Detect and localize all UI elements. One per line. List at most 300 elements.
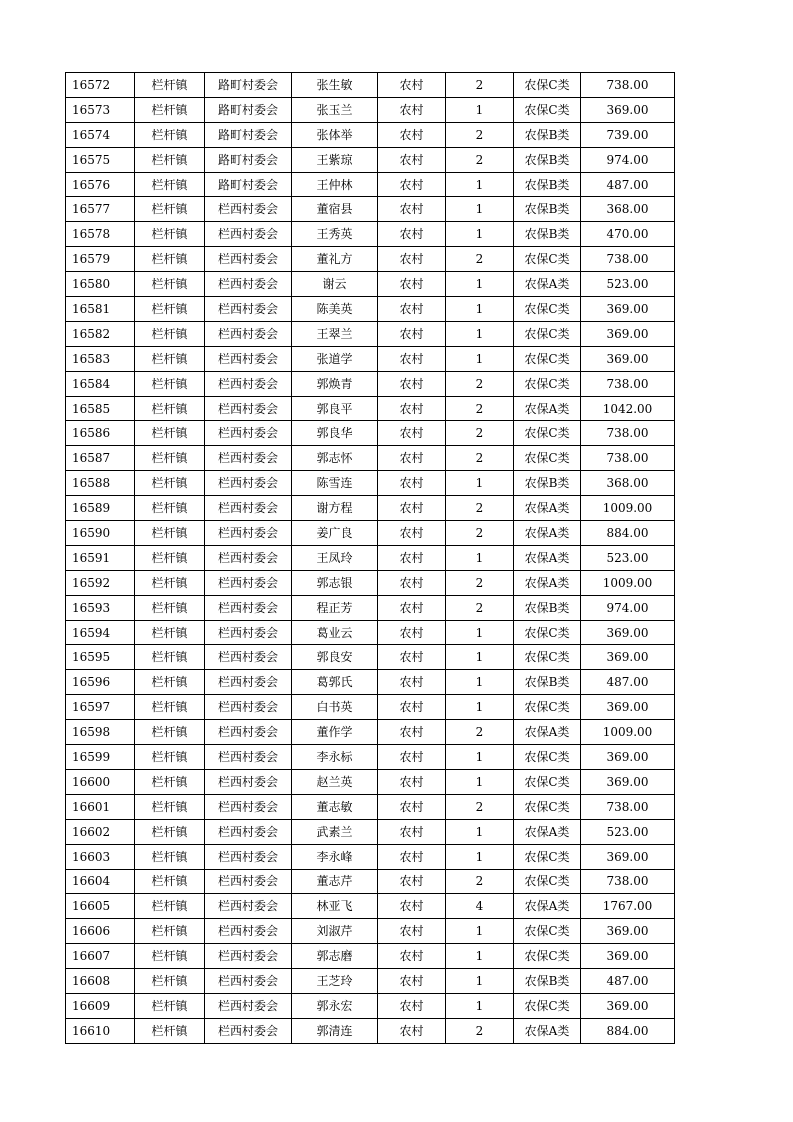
town-cell: 栏杆镇	[135, 720, 205, 745]
insurance-category-cell: 农保B类	[514, 670, 581, 695]
amount-cell: 369.00	[581, 769, 675, 794]
amount-cell: 974.00	[581, 147, 675, 172]
area-type-cell: 农村	[378, 346, 446, 371]
area-type-cell: 农村	[378, 993, 446, 1018]
village-committee-cell: 栏西村委会	[205, 496, 292, 521]
resident-name-cell: 张道学	[292, 346, 378, 371]
area-type-cell: 农村	[378, 1018, 446, 1043]
area-type-cell: 农村	[378, 869, 446, 894]
amount-cell: 738.00	[581, 247, 675, 272]
record-id-cell: 16605	[66, 894, 135, 919]
insurance-category-cell: 农保B类	[514, 595, 581, 620]
amount-cell: 369.00	[581, 695, 675, 720]
resident-name-cell: 赵兰英	[292, 769, 378, 794]
area-type-cell: 农村	[378, 794, 446, 819]
amount-cell: 738.00	[581, 73, 675, 98]
area-type-cell: 农村	[378, 695, 446, 720]
resident-name-cell: 李永峰	[292, 844, 378, 869]
record-id-cell: 16574	[66, 122, 135, 147]
resident-name-cell: 郭志怀	[292, 446, 378, 471]
person-count-cell: 2	[446, 595, 514, 620]
resident-name-cell: 姜广良	[292, 521, 378, 546]
person-count-cell: 1	[446, 745, 514, 770]
amount-cell: 368.00	[581, 471, 675, 496]
town-cell: 栏杆镇	[135, 321, 205, 346]
area-type-cell: 农村	[378, 670, 446, 695]
area-type-cell: 农村	[378, 844, 446, 869]
village-committee-cell: 栏西村委会	[205, 595, 292, 620]
area-type-cell: 农村	[378, 197, 446, 222]
village-committee-cell: 栏西村委会	[205, 645, 292, 670]
person-count-cell: 2	[446, 446, 514, 471]
resident-name-cell: 林亚飞	[292, 894, 378, 919]
record-id-cell: 16606	[66, 919, 135, 944]
person-count-cell: 1	[446, 471, 514, 496]
resident-name-cell: 陈雪连	[292, 471, 378, 496]
resident-name-cell: 谢云	[292, 272, 378, 297]
insurance-category-cell: 农保C类	[514, 993, 581, 1018]
town-cell: 栏杆镇	[135, 944, 205, 969]
area-type-cell: 农村	[378, 297, 446, 322]
town-cell: 栏杆镇	[135, 570, 205, 595]
village-committee-cell: 栏西村委会	[205, 670, 292, 695]
village-committee-cell: 路町村委会	[205, 122, 292, 147]
amount-cell: 1042.00	[581, 396, 675, 421]
resident-name-cell: 郭永宏	[292, 993, 378, 1018]
record-id-cell: 16603	[66, 844, 135, 869]
town-cell: 栏杆镇	[135, 147, 205, 172]
insurance-category-cell: 农保C类	[514, 371, 581, 396]
amount-cell: 738.00	[581, 869, 675, 894]
table-row	[66, 794, 675, 819]
record-id-cell: 16588	[66, 471, 135, 496]
insurance-category-cell: 农保C类	[514, 769, 581, 794]
resident-name-cell: 董志敏	[292, 794, 378, 819]
village-committee-cell: 栏西村委会	[205, 894, 292, 919]
table-row	[66, 521, 675, 546]
area-type-cell: 农村	[378, 73, 446, 98]
amount-cell: 1009.00	[581, 720, 675, 745]
town-cell: 栏杆镇	[135, 745, 205, 770]
town-cell: 栏杆镇	[135, 471, 205, 496]
person-count-cell: 2	[446, 521, 514, 546]
town-cell: 栏杆镇	[135, 919, 205, 944]
table-row	[66, 471, 675, 496]
area-type-cell: 农村	[378, 720, 446, 745]
village-committee-cell: 栏西村委会	[205, 421, 292, 446]
area-type-cell: 农村	[378, 620, 446, 645]
area-type-cell: 农村	[378, 97, 446, 122]
table-row	[66, 297, 675, 322]
record-id-cell: 16598	[66, 720, 135, 745]
table-row	[66, 819, 675, 844]
amount-cell: 369.00	[581, 745, 675, 770]
town-cell: 栏杆镇	[135, 97, 205, 122]
person-count-cell: 1	[446, 844, 514, 869]
amount-cell: 884.00	[581, 1018, 675, 1043]
area-type-cell: 农村	[378, 321, 446, 346]
table-row	[66, 993, 675, 1018]
person-count-cell: 2	[446, 570, 514, 595]
area-type-cell: 农村	[378, 122, 446, 147]
resident-name-cell: 张体举	[292, 122, 378, 147]
record-id-cell: 16589	[66, 496, 135, 521]
person-count-cell: 1	[446, 819, 514, 844]
person-count-cell: 2	[446, 371, 514, 396]
insurance-category-cell: 农保C类	[514, 695, 581, 720]
resident-name-cell: 张玉兰	[292, 97, 378, 122]
resident-name-cell: 张生敏	[292, 73, 378, 98]
record-id-cell: 16602	[66, 819, 135, 844]
village-committee-cell: 栏西村委会	[205, 944, 292, 969]
town-cell: 栏杆镇	[135, 371, 205, 396]
record-id-cell: 16584	[66, 371, 135, 396]
resident-name-cell: 王秀英	[292, 222, 378, 247]
resident-name-cell: 郭志磨	[292, 944, 378, 969]
table-row	[66, 769, 675, 794]
person-count-cell: 1	[446, 172, 514, 197]
record-id-cell: 16604	[66, 869, 135, 894]
table-row	[66, 122, 675, 147]
village-committee-cell: 栏西村委会	[205, 969, 292, 994]
table-body	[66, 73, 675, 1044]
person-count-cell: 2	[446, 496, 514, 521]
town-cell: 栏杆镇	[135, 521, 205, 546]
area-type-cell: 农村	[378, 595, 446, 620]
insurance-category-cell: 农保A类	[514, 894, 581, 919]
village-committee-cell: 路町村委会	[205, 147, 292, 172]
record-id-cell: 16575	[66, 147, 135, 172]
amount-cell: 470.00	[581, 222, 675, 247]
village-committee-cell: 栏西村委会	[205, 844, 292, 869]
resident-name-cell: 谢方程	[292, 496, 378, 521]
amount-cell: 369.00	[581, 346, 675, 371]
area-type-cell: 农村	[378, 819, 446, 844]
village-committee-cell: 栏西村委会	[205, 1018, 292, 1043]
table-row	[66, 346, 675, 371]
insurance-category-cell: 农保A类	[514, 545, 581, 570]
village-committee-cell: 栏西村委会	[205, 819, 292, 844]
person-count-cell: 1	[446, 993, 514, 1018]
area-type-cell: 农村	[378, 969, 446, 994]
town-cell: 栏杆镇	[135, 645, 205, 670]
area-type-cell: 农村	[378, 496, 446, 521]
person-count-cell: 1	[446, 545, 514, 570]
resident-name-cell: 郭良华	[292, 421, 378, 446]
person-count-cell: 2	[446, 1018, 514, 1043]
village-committee-cell: 路町村委会	[205, 97, 292, 122]
person-count-cell: 2	[446, 720, 514, 745]
resident-name-cell: 郭志银	[292, 570, 378, 595]
resident-name-cell: 程正芳	[292, 595, 378, 620]
village-committee-cell: 栏西村委会	[205, 570, 292, 595]
resident-name-cell: 陈美英	[292, 297, 378, 322]
area-type-cell: 农村	[378, 894, 446, 919]
town-cell: 栏杆镇	[135, 122, 205, 147]
resident-name-cell: 葛郭氏	[292, 670, 378, 695]
village-committee-cell: 栏西村委会	[205, 720, 292, 745]
insurance-category-cell: 农保B类	[514, 147, 581, 172]
insurance-category-cell: 农保B类	[514, 172, 581, 197]
amount-cell: 487.00	[581, 969, 675, 994]
table-row	[66, 745, 675, 770]
person-count-cell: 1	[446, 272, 514, 297]
town-cell: 栏杆镇	[135, 421, 205, 446]
insurance-category-cell: 农保A类	[514, 1018, 581, 1043]
town-cell: 栏杆镇	[135, 545, 205, 570]
amount-cell: 884.00	[581, 521, 675, 546]
record-id-cell: 16590	[66, 521, 135, 546]
town-cell: 栏杆镇	[135, 222, 205, 247]
person-count-cell: 2	[446, 122, 514, 147]
resident-name-cell: 王紫琼	[292, 147, 378, 172]
person-count-cell: 1	[446, 645, 514, 670]
amount-cell: 487.00	[581, 670, 675, 695]
insurance-category-cell: 农保B类	[514, 222, 581, 247]
amount-cell: 523.00	[581, 272, 675, 297]
resident-name-cell: 董宿县	[292, 197, 378, 222]
village-committee-cell: 栏西村委会	[205, 794, 292, 819]
village-committee-cell: 栏西村委会	[205, 471, 292, 496]
area-type-cell: 农村	[378, 421, 446, 446]
amount-cell: 974.00	[581, 595, 675, 620]
record-id-cell: 16578	[66, 222, 135, 247]
insurance-category-cell: 农保C类	[514, 346, 581, 371]
amount-cell: 487.00	[581, 172, 675, 197]
insurance-category-cell: 农保C类	[514, 745, 581, 770]
record-id-cell: 16607	[66, 944, 135, 969]
record-id-cell: 16591	[66, 545, 135, 570]
area-type-cell: 农村	[378, 172, 446, 197]
village-committee-cell: 栏西村委会	[205, 272, 292, 297]
village-committee-cell: 栏西村委会	[205, 247, 292, 272]
table-row	[66, 969, 675, 994]
resident-name-cell: 王仲林	[292, 172, 378, 197]
table-row	[66, 222, 675, 247]
record-id-cell: 16572	[66, 73, 135, 98]
resident-name-cell: 郭良平	[292, 396, 378, 421]
resident-name-cell: 王翠兰	[292, 321, 378, 346]
table-row	[66, 147, 675, 172]
record-id-cell: 16579	[66, 247, 135, 272]
person-count-cell: 2	[446, 147, 514, 172]
town-cell: 栏杆镇	[135, 595, 205, 620]
person-count-cell: 1	[446, 222, 514, 247]
person-count-cell: 2	[446, 396, 514, 421]
person-count-cell: 2	[446, 794, 514, 819]
table-row	[66, 396, 675, 421]
person-count-cell: 2	[446, 247, 514, 272]
insurance-category-cell: 农保C类	[514, 869, 581, 894]
resident-name-cell: 郭清连	[292, 1018, 378, 1043]
record-id-cell: 16594	[66, 620, 135, 645]
town-cell: 栏杆镇	[135, 969, 205, 994]
insurance-category-cell: 农保C类	[514, 446, 581, 471]
person-count-cell: 1	[446, 297, 514, 322]
table-row	[66, 869, 675, 894]
resident-name-cell: 郭良安	[292, 645, 378, 670]
person-count-cell: 1	[446, 670, 514, 695]
village-committee-cell: 栏西村委会	[205, 745, 292, 770]
amount-cell: 738.00	[581, 446, 675, 471]
person-count-cell: 1	[446, 695, 514, 720]
table-row	[66, 620, 675, 645]
town-cell: 栏杆镇	[135, 396, 205, 421]
area-type-cell: 农村	[378, 570, 446, 595]
village-committee-cell: 栏西村委会	[205, 769, 292, 794]
area-type-cell: 农村	[378, 545, 446, 570]
insurance-category-cell: 农保C类	[514, 794, 581, 819]
table-row	[66, 496, 675, 521]
town-cell: 栏杆镇	[135, 1018, 205, 1043]
insurance-category-cell: 农保A类	[514, 521, 581, 546]
town-cell: 栏杆镇	[135, 819, 205, 844]
town-cell: 栏杆镇	[135, 73, 205, 98]
allowance-table	[65, 72, 675, 1044]
village-committee-cell: 栏西村委会	[205, 695, 292, 720]
person-count-cell: 2	[446, 421, 514, 446]
insurance-category-cell: 农保C类	[514, 919, 581, 944]
amount-cell: 738.00	[581, 421, 675, 446]
record-id-cell: 16576	[66, 172, 135, 197]
resident-name-cell: 武素兰	[292, 819, 378, 844]
resident-name-cell: 董志芹	[292, 869, 378, 894]
area-type-cell: 农村	[378, 521, 446, 546]
record-id-cell: 16592	[66, 570, 135, 595]
resident-name-cell: 葛业云	[292, 620, 378, 645]
record-id-cell: 16587	[66, 446, 135, 471]
table-row	[66, 321, 675, 346]
town-cell: 栏杆镇	[135, 496, 205, 521]
town-cell: 栏杆镇	[135, 894, 205, 919]
area-type-cell: 农村	[378, 272, 446, 297]
insurance-category-cell: 农保B类	[514, 197, 581, 222]
person-count-cell: 1	[446, 769, 514, 794]
table-row	[66, 720, 675, 745]
amount-cell: 1767.00	[581, 894, 675, 919]
record-id-cell: 16597	[66, 695, 135, 720]
table-row	[66, 545, 675, 570]
insurance-category-cell: 农保C类	[514, 73, 581, 98]
insurance-category-cell: 农保C类	[514, 844, 581, 869]
table-row	[66, 894, 675, 919]
person-count-cell: 1	[446, 197, 514, 222]
record-id-cell: 16593	[66, 595, 135, 620]
area-type-cell: 农村	[378, 247, 446, 272]
village-committee-cell: 栏西村委会	[205, 297, 292, 322]
town-cell: 栏杆镇	[135, 869, 205, 894]
table-row	[66, 645, 675, 670]
amount-cell: 369.00	[581, 297, 675, 322]
town-cell: 栏杆镇	[135, 197, 205, 222]
amount-cell: 739.00	[581, 122, 675, 147]
insurance-category-cell: 农保A类	[514, 272, 581, 297]
amount-cell: 1009.00	[581, 496, 675, 521]
amount-cell: 523.00	[581, 819, 675, 844]
table-row	[66, 844, 675, 869]
record-id-cell: 16599	[66, 745, 135, 770]
insurance-category-cell: 农保C类	[514, 97, 581, 122]
area-type-cell: 农村	[378, 446, 446, 471]
village-committee-cell: 栏西村委会	[205, 321, 292, 346]
town-cell: 栏杆镇	[135, 769, 205, 794]
record-id-cell: 16600	[66, 769, 135, 794]
insurance-category-cell: 农保C类	[514, 297, 581, 322]
village-committee-cell: 栏西村委会	[205, 545, 292, 570]
village-committee-cell: 栏西村委会	[205, 620, 292, 645]
resident-name-cell: 董作学	[292, 720, 378, 745]
insurance-category-cell: 农保A类	[514, 570, 581, 595]
village-committee-cell: 栏西村委会	[205, 222, 292, 247]
person-count-cell: 1	[446, 944, 514, 969]
table-row	[66, 944, 675, 969]
area-type-cell: 农村	[378, 396, 446, 421]
insurance-category-cell: 农保C类	[514, 620, 581, 645]
amount-cell: 369.00	[581, 844, 675, 869]
area-type-cell: 农村	[378, 944, 446, 969]
resident-name-cell: 白书英	[292, 695, 378, 720]
record-id-cell: 16581	[66, 297, 135, 322]
town-cell: 栏杆镇	[135, 695, 205, 720]
insurance-category-cell: 农保B类	[514, 471, 581, 496]
area-type-cell: 农村	[378, 371, 446, 396]
amount-cell: 369.00	[581, 919, 675, 944]
insurance-category-cell: 农保B类	[514, 122, 581, 147]
insurance-category-cell: 农保A类	[514, 496, 581, 521]
town-cell: 栏杆镇	[135, 794, 205, 819]
area-type-cell: 农村	[378, 147, 446, 172]
record-id-cell: 16585	[66, 396, 135, 421]
town-cell: 栏杆镇	[135, 620, 205, 645]
area-type-cell: 农村	[378, 222, 446, 247]
town-cell: 栏杆镇	[135, 297, 205, 322]
record-id-cell: 16577	[66, 197, 135, 222]
table-row	[66, 73, 675, 98]
table-row	[66, 421, 675, 446]
person-count-cell: 1	[446, 346, 514, 371]
table-row	[66, 670, 675, 695]
record-id-cell: 16586	[66, 421, 135, 446]
person-count-cell: 1	[446, 97, 514, 122]
table-row	[66, 595, 675, 620]
village-committee-cell: 栏西村委会	[205, 446, 292, 471]
resident-name-cell: 董礼方	[292, 247, 378, 272]
amount-cell: 369.00	[581, 620, 675, 645]
insurance-category-cell: 农保C类	[514, 944, 581, 969]
record-id-cell: 16609	[66, 993, 135, 1018]
area-type-cell: 农村	[378, 745, 446, 770]
table-row	[66, 97, 675, 122]
amount-cell: 369.00	[581, 321, 675, 346]
amount-cell: 369.00	[581, 645, 675, 670]
table-row	[66, 247, 675, 272]
table-row	[66, 371, 675, 396]
town-cell: 栏杆镇	[135, 844, 205, 869]
town-cell: 栏杆镇	[135, 346, 205, 371]
person-count-cell: 1	[446, 321, 514, 346]
amount-cell: 1009.00	[581, 570, 675, 595]
table-row	[66, 446, 675, 471]
person-count-cell: 2	[446, 869, 514, 894]
amount-cell: 369.00	[581, 944, 675, 969]
record-id-cell: 16596	[66, 670, 135, 695]
village-committee-cell: 栏西村委会	[205, 371, 292, 396]
resident-name-cell: 刘淑芹	[292, 919, 378, 944]
table-row	[66, 570, 675, 595]
table-row	[66, 197, 675, 222]
table-row	[66, 1018, 675, 1043]
insurance-category-cell: 农保A类	[514, 396, 581, 421]
